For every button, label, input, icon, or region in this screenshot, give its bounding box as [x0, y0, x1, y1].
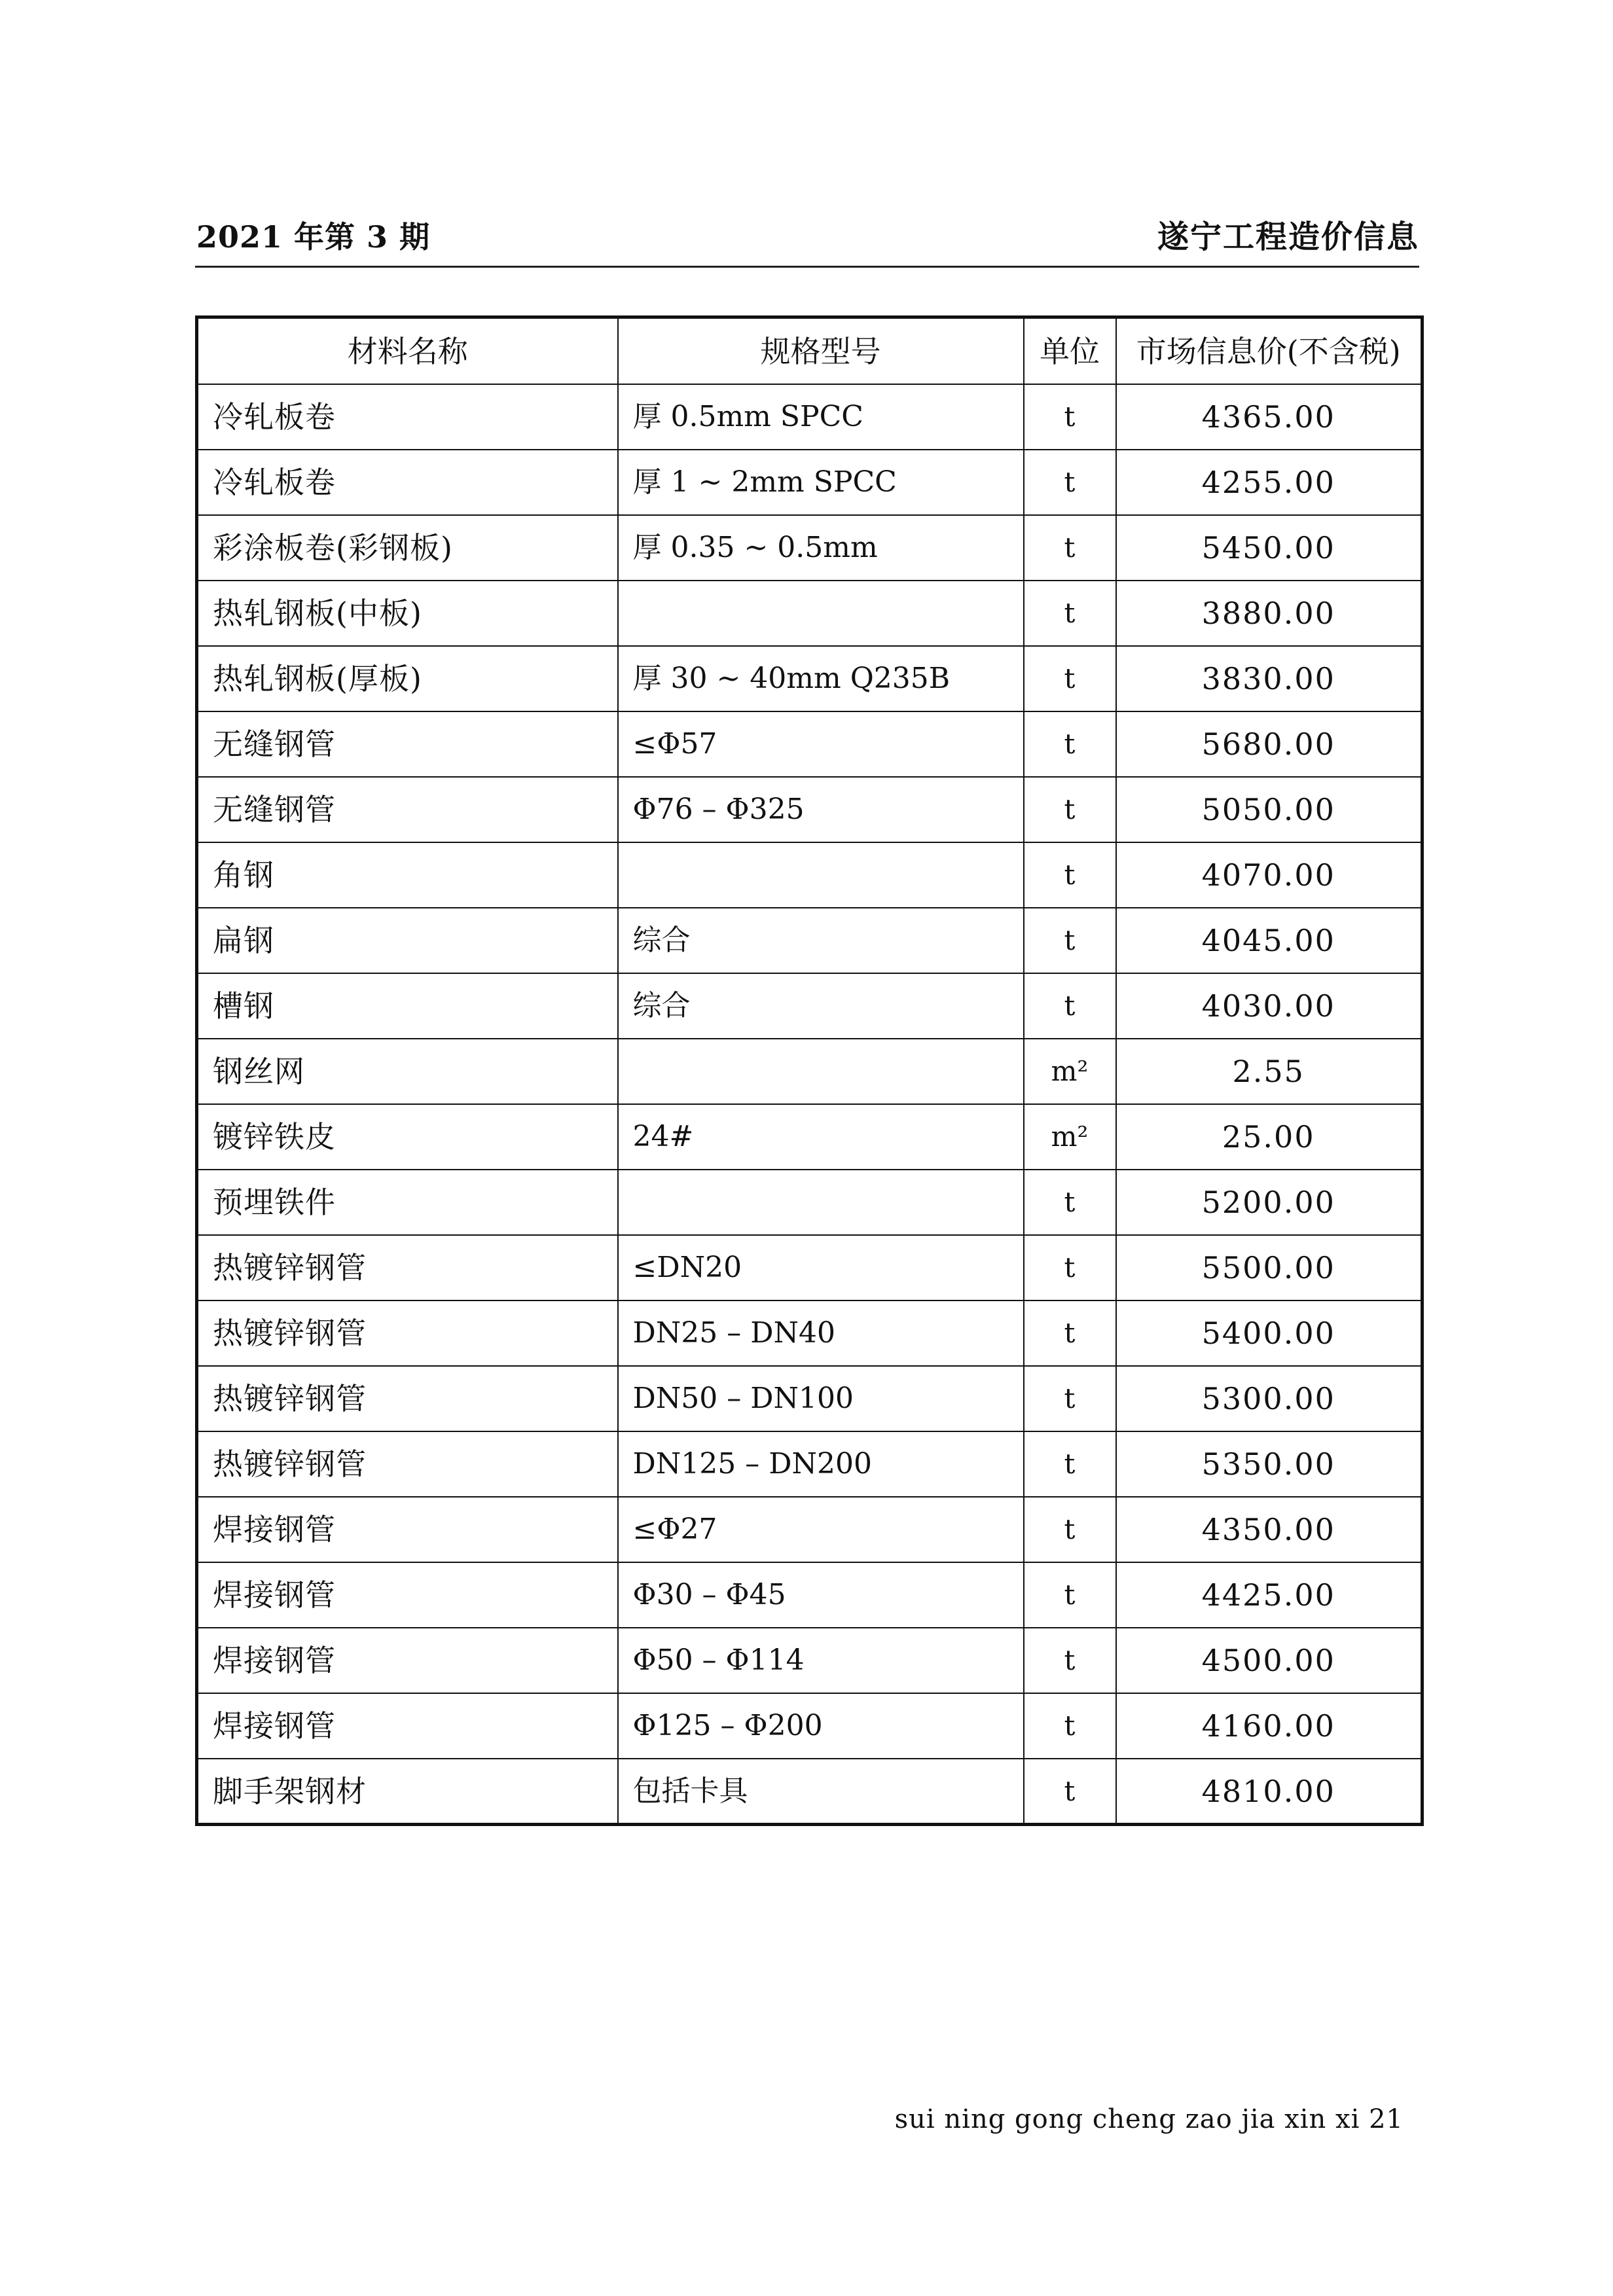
table-row: [197, 973, 1423, 1039]
unit-cell: t: [1024, 646, 1116, 711]
price-cell: 5300.00: [1116, 1366, 1423, 1431]
price-cell: 4030.00: [1116, 973, 1423, 1039]
column-header-price: 市场信息价(不含税): [1116, 317, 1423, 385]
table-row: [197, 908, 1423, 973]
page-header: [195, 208, 1419, 268]
spec-cell: ≤DN20: [618, 1235, 1024, 1300]
price-cell: 3830.00: [1116, 646, 1423, 711]
table-body: [197, 384, 1423, 1825]
material-name-cell: 焊接钢管: [197, 1562, 618, 1628]
material-price-table: [195, 315, 1424, 1826]
material-name-cell: 槽钢: [197, 973, 618, 1039]
spec-cell: DN125 – DN200: [618, 1431, 1024, 1497]
column-header-name: 材料名称: [197, 317, 618, 385]
column-header-spec: 规格型号: [618, 317, 1024, 385]
table-row: [197, 1104, 1423, 1170]
price-cell: 4160.00: [1116, 1693, 1423, 1759]
unit-cell: t: [1024, 908, 1116, 973]
price-cell: 5680.00: [1116, 711, 1423, 777]
unit-cell: t: [1024, 1300, 1116, 1366]
journal-title: 遂宁工程造价信息: [1157, 219, 1419, 255]
table-row: [197, 1497, 1423, 1562]
unit-cell: t: [1024, 973, 1116, 1039]
table-row: [197, 1235, 1423, 1300]
unit-cell: t: [1024, 1170, 1116, 1235]
price-cell: 4255.00: [1116, 450, 1423, 515]
material-name-cell: 彩涂板卷(彩钢板): [197, 515, 618, 581]
price-cell: 4350.00: [1116, 1497, 1423, 1562]
table-row: [197, 384, 1423, 450]
unit-cell: t: [1024, 1235, 1116, 1300]
price-cell: 4500.00: [1116, 1628, 1423, 1693]
material-name-cell: 无缝钢管: [197, 711, 618, 777]
unit-cell: t: [1024, 384, 1116, 450]
material-name-cell: 焊接钢管: [197, 1693, 618, 1759]
material-name-cell: 预埋铁件: [197, 1170, 618, 1235]
price-cell: 4425.00: [1116, 1562, 1423, 1628]
price-cell: 5400.00: [1116, 1300, 1423, 1366]
unit-cell: t: [1024, 777, 1116, 842]
unit-cell: t: [1024, 1366, 1116, 1431]
table-row: [197, 842, 1423, 908]
price-cell: 4045.00: [1116, 908, 1423, 973]
table-row: [197, 1170, 1423, 1235]
unit-cell: t: [1024, 711, 1116, 777]
price-cell: 5350.00: [1116, 1431, 1423, 1497]
unit-cell: m²: [1024, 1104, 1116, 1170]
table-row: [197, 450, 1423, 515]
spec-cell: DN25 – DN40: [618, 1300, 1024, 1366]
spec-cell: Φ50 – Φ114: [618, 1628, 1024, 1693]
material-name-cell: 热镀锌钢管: [197, 1431, 618, 1497]
spec-cell: Φ30 – Φ45: [618, 1562, 1024, 1628]
page-footer: sui ning gong cheng zao jia xin xi 21: [894, 2104, 1404, 2134]
price-cell: 4365.00: [1116, 384, 1423, 450]
material-name-cell: 扁钢: [197, 908, 618, 973]
unit-cell: t: [1024, 515, 1116, 581]
unit-cell: t: [1024, 842, 1116, 908]
table-header-row: [197, 317, 1423, 385]
material-name-cell: 冷轧板卷: [197, 384, 618, 450]
spec-cell: [618, 1170, 1024, 1235]
spec-cell: 厚 0.5mm SPCC: [618, 384, 1024, 450]
table-row: [197, 1628, 1423, 1693]
unit-cell: t: [1024, 1562, 1116, 1628]
spec-cell: 厚 30 ~ 40mm Q235B: [618, 646, 1024, 711]
unit-cell: t: [1024, 450, 1116, 515]
unit-cell: t: [1024, 1431, 1116, 1497]
price-cell: 5050.00: [1116, 777, 1423, 842]
table-row: [197, 711, 1423, 777]
issue-label: 2021 年第 3 期: [196, 219, 431, 255]
price-cell: 5200.00: [1116, 1170, 1423, 1235]
table-row: [197, 646, 1423, 711]
spec-cell: ≤Φ57: [618, 711, 1024, 777]
material-name-cell: 热轧钢板(中板): [197, 581, 618, 646]
material-name-cell: 热镀锌钢管: [197, 1300, 618, 1366]
table-row: [197, 1300, 1423, 1366]
table-row: [197, 1562, 1423, 1628]
table-row: [197, 1039, 1423, 1104]
unit-cell: t: [1024, 1497, 1116, 1562]
unit-cell: t: [1024, 1628, 1116, 1693]
spec-cell: 综合: [618, 908, 1024, 973]
price-cell: 2.55: [1116, 1039, 1423, 1104]
unit-cell: t: [1024, 1693, 1116, 1759]
table-row: [197, 581, 1423, 646]
price-cell: 25.00: [1116, 1104, 1423, 1170]
spec-cell: Φ125 – Φ200: [618, 1693, 1024, 1759]
spec-cell: DN50 – DN100: [618, 1366, 1024, 1431]
price-cell: 4810.00: [1116, 1759, 1423, 1825]
table-row: [197, 1693, 1423, 1759]
material-name-cell: 热镀锌钢管: [197, 1235, 618, 1300]
material-name-cell: 冷轧板卷: [197, 450, 618, 515]
spec-cell: 包括卡具: [618, 1759, 1024, 1825]
price-cell: 5450.00: [1116, 515, 1423, 581]
spec-cell: 厚 0.35 ~ 0.5mm: [618, 515, 1024, 581]
spec-cell: [618, 581, 1024, 646]
material-name-cell: 钢丝网: [197, 1039, 618, 1104]
table-row: [197, 1431, 1423, 1497]
spec-cell: [618, 842, 1024, 908]
price-cell: 4070.00: [1116, 842, 1423, 908]
unit-cell: m²: [1024, 1039, 1116, 1104]
spec-cell: [618, 1039, 1024, 1104]
spec-cell: ≤Φ27: [618, 1497, 1024, 1562]
spec-cell: 厚 1 ~ 2mm SPCC: [618, 450, 1024, 515]
material-name-cell: 镀锌铁皮: [197, 1104, 618, 1170]
table-row: [197, 1366, 1423, 1431]
material-name-cell: 无缝钢管: [197, 777, 618, 842]
table-row: [197, 777, 1423, 842]
material-name-cell: 热镀锌钢管: [197, 1366, 618, 1431]
spec-cell: 24#: [618, 1104, 1024, 1170]
unit-cell: t: [1024, 581, 1116, 646]
material-name-cell: 焊接钢管: [197, 1628, 618, 1693]
material-name-cell: 热轧钢板(厚板): [197, 646, 618, 711]
table-row: [197, 1759, 1423, 1825]
price-cell: 3880.00: [1116, 581, 1423, 646]
spec-cell: 综合: [618, 973, 1024, 1039]
material-name-cell: 焊接钢管: [197, 1497, 618, 1562]
material-name-cell: 角钢: [197, 842, 618, 908]
table-row: [197, 515, 1423, 581]
column-header-unit: 单位: [1024, 317, 1116, 385]
spec-cell: Φ76 – Φ325: [618, 777, 1024, 842]
price-cell: 5500.00: [1116, 1235, 1423, 1300]
unit-cell: t: [1024, 1759, 1116, 1825]
material-name-cell: 脚手架钢材: [197, 1759, 618, 1825]
